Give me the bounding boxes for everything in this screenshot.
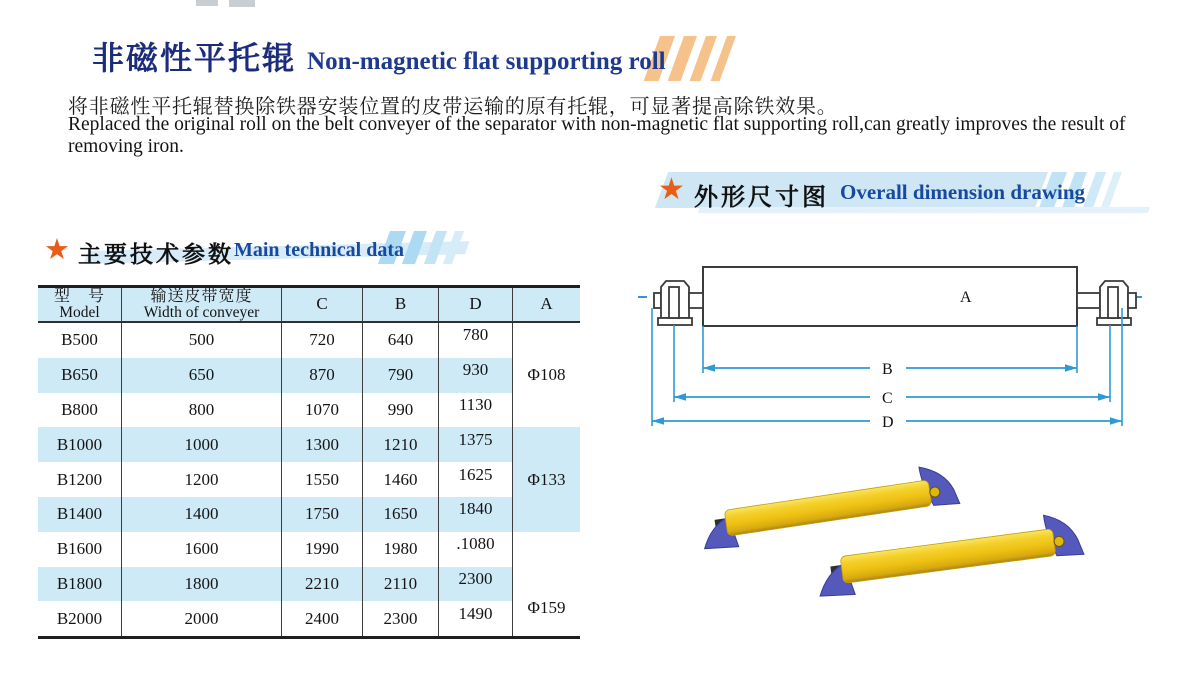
column-header-width: 输送皮带宽度 Width of conveyer <box>121 288 281 323</box>
arrowhead <box>1110 417 1122 425</box>
table-cell: 1750 <box>281 497 362 532</box>
roller-body-outline <box>703 267 1077 326</box>
star-icon: ★ <box>658 172 685 207</box>
table-cell: 1460 <box>362 462 438 497</box>
table-cell: 1400 <box>121 497 281 532</box>
table-cell: 2300 <box>362 601 438 636</box>
dimension-label-a: A <box>960 289 972 306</box>
table-cell: 1800 <box>121 567 281 602</box>
table-cell: .1080 <box>438 532 512 567</box>
table-cell: B650 <box>38 358 121 393</box>
column-header-a: A <box>512 288 580 323</box>
table-cell: 2210 <box>281 567 362 602</box>
column-header-b: B <box>362 288 438 323</box>
table-cell: 2110 <box>362 567 438 602</box>
roller-photo-2 <box>813 511 1085 599</box>
column-header-d: D <box>438 288 512 323</box>
table-cell: 1300 <box>281 427 362 462</box>
table-cell: B1000 <box>38 427 121 462</box>
table-cell: B1400 <box>38 497 121 532</box>
arrowhead <box>1098 393 1110 401</box>
page-title-zh: 非磁性平托辊 <box>92 40 297 76</box>
arrowhead <box>1065 364 1077 372</box>
table-cell: 930 <box>438 358 512 393</box>
section-title-zh: 主要技术参数 <box>78 241 234 267</box>
table-cell: 1990 <box>281 532 362 567</box>
dimension-drawing <box>630 250 1160 440</box>
table-cell: B1200 <box>56 469 103 489</box>
table-cell: 1200 <box>121 462 281 497</box>
table-cell: B1800 <box>38 567 121 602</box>
a-group-cell: Φ159 <box>512 532 580 636</box>
dimension-label-d: D <box>882 414 894 431</box>
dimension-label-b: B <box>882 361 893 378</box>
table-cell: 1650 <box>362 497 438 532</box>
table-cell: 800 <box>121 393 281 428</box>
a-group-cell: Φ133 <box>512 427 580 531</box>
table-cell: 1550 <box>281 462 362 497</box>
section-title-en: Main technical data <box>234 239 404 261</box>
table-cell: B500 <box>61 330 98 350</box>
star-icon: ★ <box>44 232 70 266</box>
section-title-en: Overall dimension drawing <box>840 180 1086 204</box>
table-cell: 1625 <box>438 462 512 497</box>
product-photo <box>668 455 1133 670</box>
table-cell: 990 <box>362 393 438 428</box>
table-cell: 1490 <box>438 601 512 636</box>
arrowhead <box>703 364 715 372</box>
table-cell: 1000 <box>121 427 281 462</box>
left-bearing-assembly <box>654 281 703 325</box>
table-cell: 870 <box>281 358 362 393</box>
table-cell: 500 <box>121 323 281 358</box>
column-header-model: 型 号 Model <box>38 288 121 323</box>
section-stripe <box>1101 172 1122 208</box>
table-cell: B2000 <box>56 608 103 628</box>
technical-data-table <box>38 285 580 639</box>
table-cell: B1600 <box>56 539 103 559</box>
table-cell: 1980 <box>362 532 438 567</box>
arrowhead <box>674 393 686 401</box>
table-cell: 2000 <box>121 601 281 636</box>
table-cell: 2300 <box>438 567 512 602</box>
table-cell: 780 <box>438 323 512 358</box>
table-cell: 1070 <box>281 393 362 428</box>
dimension-label-c: C <box>882 390 893 407</box>
table-cell: 1840 <box>438 497 512 532</box>
description-en: Replaced the original roll on the belt conveyer of the separator with non-magnetic flat supporting roll,can greatly improves the result of removing iron. <box>68 114 1126 157</box>
table-cell: 1210 <box>362 427 438 462</box>
column-header-c: C <box>281 288 362 323</box>
table-cell: B800 <box>61 399 98 419</box>
page-title-en: Non-magnetic flat supporting roll <box>307 48 666 75</box>
table-cell: 1130 <box>438 393 512 428</box>
table-cell: 790 <box>362 358 438 393</box>
page-crop-mark <box>229 0 255 7</box>
arrowhead <box>652 417 664 425</box>
table-cell: 650 <box>121 358 281 393</box>
right-bearing-assembly <box>1077 281 1136 325</box>
table-cell: 640 <box>362 323 438 358</box>
table-cell: 2400 <box>281 601 362 636</box>
table-cell: 1375 <box>438 427 512 462</box>
banner-title <box>92 36 666 81</box>
page-crop-mark <box>196 0 218 6</box>
section-title-zh: 外形尺寸图 <box>694 184 829 211</box>
table-cell: 720 <box>281 323 362 358</box>
a-group-cell: Φ108 <box>512 323 580 427</box>
roller-photo-1 <box>697 462 961 552</box>
description-zh: 将非磁性平托辊替换除铁器安装位置的皮带运输的原有托辊，可显著提高除铁效果。 <box>68 96 838 118</box>
table-cell: 1600 <box>121 532 281 567</box>
